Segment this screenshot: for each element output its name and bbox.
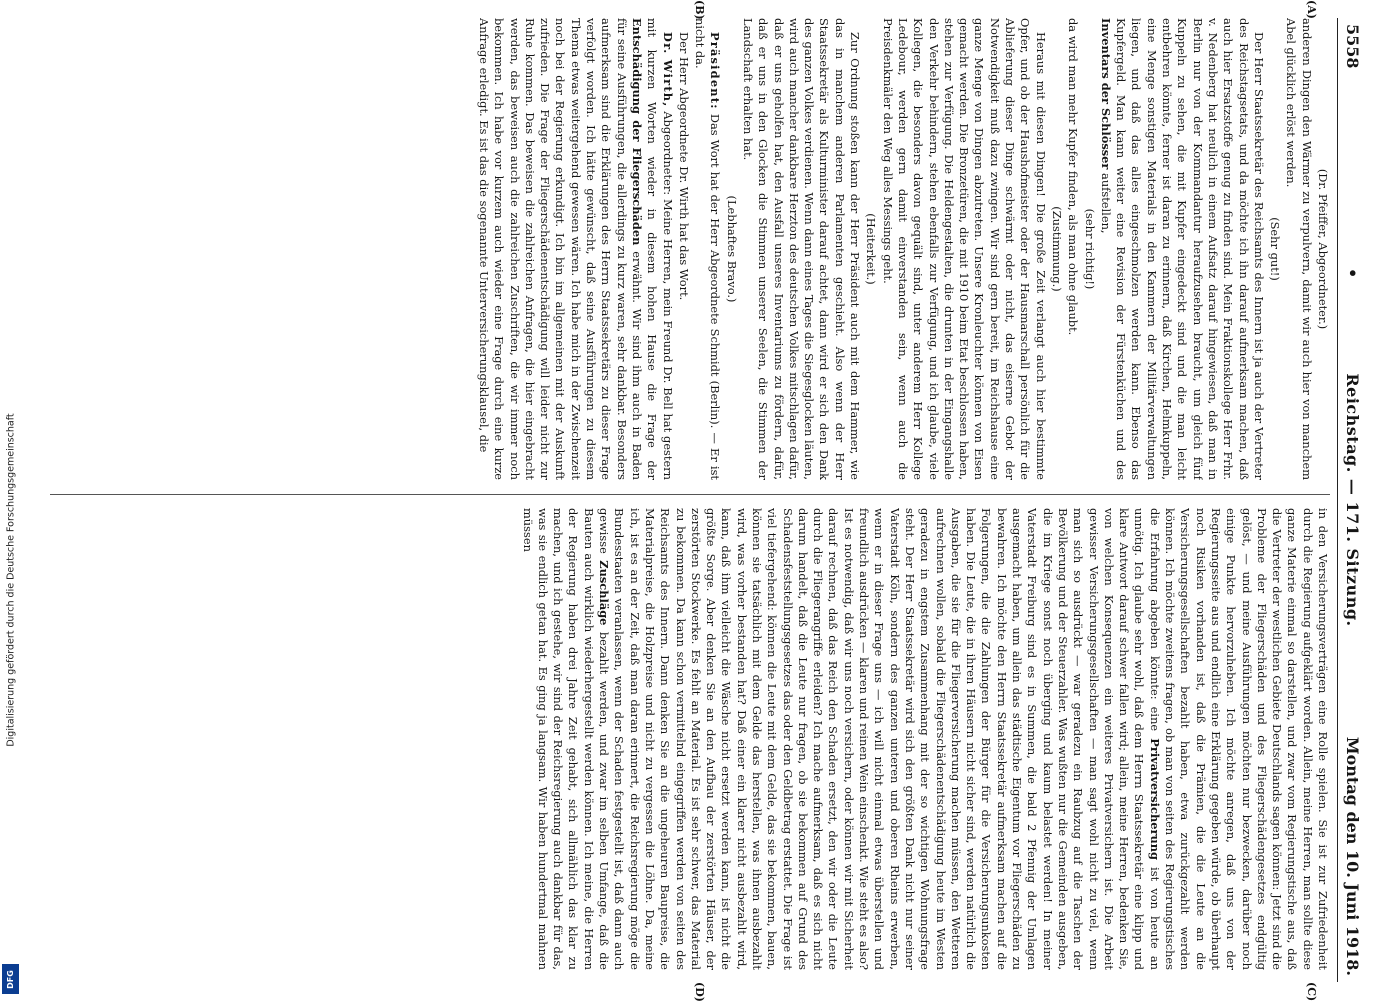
- column-divider: [50, 494, 1330, 495]
- emphasis: Inventars der Schlösser: [1098, 18, 1113, 170]
- president-text: Das Wort hat der Herr Abgeordnete Schmidt (Berlin). — Er ist nicht da.: [693, 18, 723, 480]
- dfg-logo-text: DFG: [6, 969, 16, 989]
- page-number: 5558: [1343, 24, 1362, 69]
- president-label: Präsident:: [708, 32, 723, 110]
- dfg-logo: [2, 964, 19, 994]
- paragraph-text: bezahlt werden, und zwar im selben Umfange, daß die Bauten auch wirklich wiederhergestellt werden können. Ich meine, die Herren der Regierung haben drei Jahre Zeit gehabt, sich allmählich das klar zu machen, und ich gestehe, wir sind der Reichsregierung auch dankbar für das, was sie endlich getan hat. Es ging ja langsam. Wir haben hundertmal mahnen müssen: [520, 508, 612, 970]
- speech-text: Abgeordneter: Meine Herren, mein Freund Dr. Bell hat gestern mit kurzen Worten wieder in diesem hohen Hause die Frage der: [645, 18, 675, 480]
- paragraph: Heraus mit diesen Dingen! Die große Zeit verlangt auch hier bestimmte Opfer, und ob der Haushofmeister oder der Hausmarschall persönlich für die Ablieferung dieser Dinge schwärmt oder nicht, das eiserne Gebot der Notwendigkeit muß dazu zwingen. Wir sind gern bereit, im Reichshause eine ganze Menge von Dingen abzutreten. Unsere Kronleuchter können von Eisen gemacht werden. Die Bronzetüren, die mit 1910 beim Etat beschlossen haben, stehen zur Verfügung. Die Heldengestalten, die drunten in der Eingangshalle den Verkehr behindern, stehen ebenfalls zur Verfügung, und ich glaube, viele Kollegen, die besonders davon gequält sind, unter anderem Herr Kollege Ledebour, werden gern damit einverstanden sein, wenn auch die Preisdenkmäler den Weg alles Messings geht.: [880, 18, 1048, 480]
- header-dot: •: [1343, 268, 1362, 279]
- reaction: (Sehr gut!): [1268, 217, 1283, 281]
- margin-marker-b: (B): [693, 0, 706, 20]
- newspaper-page: [38, 0, 1376, 1000]
- right-column: [50, 508, 1330, 970]
- paragraph: da wird man mehr Kupfer finden, als man ohne glaubt.: [1066, 18, 1081, 336]
- reaction: (sehr richtig!): [1082, 208, 1097, 290]
- page-title: Reichstag. — 171. Sitzung.: [1343, 373, 1362, 627]
- paragraph: [1098, 18, 1266, 480]
- left-column: [50, 18, 1330, 480]
- reaction: (Lebhaftes Bravo.): [724, 195, 739, 303]
- reaction: (Zustimmung.): [1049, 206, 1064, 292]
- paragraph-text: ist von heute an unnötig. Ich glaube sehr wohl, daß dem Herrn Staatssekretär eine klipp und klare Antwort darauf schwer fallen wird; allein, meine Herren, bedenken Sie, von welchen Konsequenzen ein weiteres Privatversichern ist. Die Arbeit gewisser Versicherungsgesellschaften — man sagt wohl nicht zu viel, wenn man sich so ausdrückt — war geradezu ein Raubzug auf die Taschen der Bevölkerung und der Steuerzahler. Was wußten nur die Gemeinden ausgeben, die im Kriege sonst noch überging und kaum belastet werden! In meiner Vaterstadt Freiburg sind es in Summen, die bald 2 Pfennig der Umlagen ausgemacht haben, um allein das städtische Eigentum vor Fliegerschäden zu bewahren. Ich möchte den Herrn Staatssekretär aufmerksam machen auf die Folgerungen, die die Zahlungen der Bürger für die Versicherungsunkosten haben. Die Leute, die in ihren Häusern nicht sicher sind, werden natürlich die Ausgaben, die sie für die Fliegerversicherung machen müssen, den Wetteren aufrechnen wollen, sobald die Fliegerschädenentschädigung heute im Westen geradezu in engstem Zusammenhang mit der so wichtigen Wohnungsfrage steht. Der Herr Staatssekretär wird sich den größten Dank nicht nur seiner Vaterstadt Köln, sondern des ganzen unteren und oberen Rheins erwerben, wenn er in dieser Frage uns — ich will nicht einmal etwas überstellen und freundlich ausdrücken — klaren und reinen Wein einschenkt. Wie steht es also? Ist es notwendig, daß wir uns noch versichern, oder können wir mit Sicherheit darauf rechnen, daß das Reich den Schaden ersetzt, den wir oder die Leute durch die Fliegerangriffe erleiden? Ich mache aufmerksam, daß es sich nicht darum handelt, daß die Leute nur fragen, ob sie bekommen auf Grund des Schadensfeststellungsgesetzes das oder den Geldbetrag erstattet. Die Frage ist viel tiefergehend: können die Leute mit dem Gelde, das sie bekommen, bauen, können sie tatsächlich mit dem Gelde das herstellen, was ihnen ausbezahlt wird, was vorher bestanden hat? Daß einer ein klarer nicht ausbezahlt wird, kann, daß ihm vielleicht die Wäsche nicht ersetzt werden kann, ist nicht die größte Sorge. Aber denken Sie an den Aufbau der zerstörten Häuser, der zerstörten Stockwerke. Es fehlt an Material. Es ist sehr schwer, das Material zu bekommen. Da kann schon vermittelnd eingegriffen werden von seiten des Reichsamts des Innern. Dann denken Sie an die ungeheuren Baupreise, die Materialpreise, die Holzpreise und nicht zu vergessen die Löhne. Da, meine ich, ist es an der Zeit, daß man daran erinnert, die Reichsregierung möge die Bundesstaaten veranlassen, wenn der Schaden festgestellt ist, daß dann auch gewisse: [597, 508, 1162, 970]
- digitization-credit: [0, 0, 22, 1000]
- margin-marker-a: (A): [1305, 0, 1318, 19]
- page-header: [1337, 18, 1364, 982]
- emphasis: Privatversicherung: [1147, 738, 1162, 861]
- paragraph: anderen Dingen den Wärmer zu verpulvern, damit wir auch hier von manchem Abel glücklich erlöst werden.: [1284, 18, 1314, 480]
- speaker-name: Dr. Wirth,: [660, 32, 675, 108]
- paragraph-text: aufstellen,: [1098, 173, 1113, 234]
- speech-text: erwähnt. Wir sind ihm auch in Baden für seine Ausführungen, die allerdings zu kurz waren, sehr dankbar. Besonders aufmerksam sind die Erklärungen des Herrn Staatssekretärs zu dieser Frage verfolgt worden. Ich hätte gewünscht, daß seine Ausführungen zu diesem Thema etwas weitergehend gewesen wären. Ich habe mich in der Zwischenzeit noch bei der Regierung erkundigt. Ich bin im allgemeinen mit der Auskunft zufrieden. Die Frage der Fliegerschädenentschädigung will leider nicht zur Ruhe kommen. Das beweisen die zahlreichen Anfragen, die hier eingebracht werden, das beweisen auch die zahlreichen Zuschriften, die wir immer noch bekommen. Ich habe vor kurzem auch wieder eine Frage durch eine kurze Anfrage erledigt. Es ist das die sogenannte Unterversicherungsklausel, die: [476, 18, 644, 480]
- emphasis: Entschädigung der Fliegerschäden: [629, 18, 644, 246]
- credit-text: Digitalisierung gefördert durch die Deutsche Forschungsgemeinschaft: [5, 413, 17, 747]
- emphasis: Zuschläge: [597, 560, 612, 626]
- margin-marker-c: (C): [1305, 982, 1318, 1002]
- president-statement: Der Herr Abgeordnete Dr. Wirth hat das Wort.: [676, 32, 691, 301]
- reaction: (Heiterkeit.): [864, 213, 879, 285]
- president-statement: [692, 18, 723, 480]
- paragraph: Zur Ordnung stoßen kann der Herr Präsident auch mit dem Hammer, wie das in manchem anderen Parlamenten geschieht. Also wenn der Herr Staatssekretär als Kulturminister darauf achtet, dann wird er sich den Dank des ganzen Volkes verdienen. Wenn dann eines Tages die Siegesglocken läuten, wird auch mancher dankbare Herzton des deutschen Volkes mitschlagen dafür, daß er uns geholfen hat, den Ausfall unseres Inventariums zu fördern, dafür, daß er uns in den Glocken die Stimmen unserer Seelen, die Stimmen der Landschaft erhalten hat.: [741, 18, 863, 480]
- page-date: Montag den 10. Juni 1918.: [1343, 736, 1362, 976]
- paragraph-text: in den Versicherungsverträgen eine Rolle spielen. Sie ist zur Zufriedenheit durch die Regierung aufgeklärt worden. Allein, meine Herren, man sollte diese ganze Materie einmal so darstellen, und zwar vom Regierungstische aus, daß die Vertreter der westlichen Gebiete Deutschlands sagen können: Jetzt sind die Probleme der Fliegerschäden und des Fliegerschädengesetzes endgültig gelöst, — und meine Ausführungen möchten nur bezwecken, darüber noch einige Punkte hervorzuheben. Ich möchte anregen, daß uns von der Regierungsseite aus und endlich eine Erklärung gegeben würde, ob überhaupt noch Risiken vorhanden ist, daß die Prämien, die die Leute an die Versicherungsgesellschaften bezahlt haben, etwa zurückgezahlt werden können. Ich möchte zweitens fragen, ob man von seiten des Regierungstisches die Erfahrung abgeben könnte: eine: [1147, 508, 1330, 970]
- margin-marker-d: (D): [693, 982, 706, 1002]
- speaker-tag: (Dr. Pfeiffer, Abgeordneter.): [1316, 168, 1330, 330]
- paragraph: [519, 508, 1330, 970]
- speech-wirth: [476, 18, 675, 480]
- paragraph-text: Der Herr Staatssekretär des Reichsamts des Innern ist ja auch der Vertreter des Reichstagsetats, und da möchte ich ihn darauf aufmerksam machen, daß auch hier Ersatzstoffe genug zu finden sind. Mein Fraktionskollege Herr Frhr. v. Nedenberg hat neulich in einem Aufsatz darauf hingewiesen, daß man in Berlin nur von der Kommandantur heraufzusehen braucht, um gleich fünf Kuppeln zu sehen, die mit Kupfer eingedeckt sind und die man leicht entbehren könnte, ferner ist daran zu erinnern, daß Kirchen, Helmkuppeln, eine Menge sonstigen Materials in den Kammern der Militärverwaltungen liegen, und daß das alles eingeschmolzen werden kann. Ebenso das Kupfergeld. Man kann weiter eine Revision der Fürstenküchen und des: [1114, 18, 1266, 480]
